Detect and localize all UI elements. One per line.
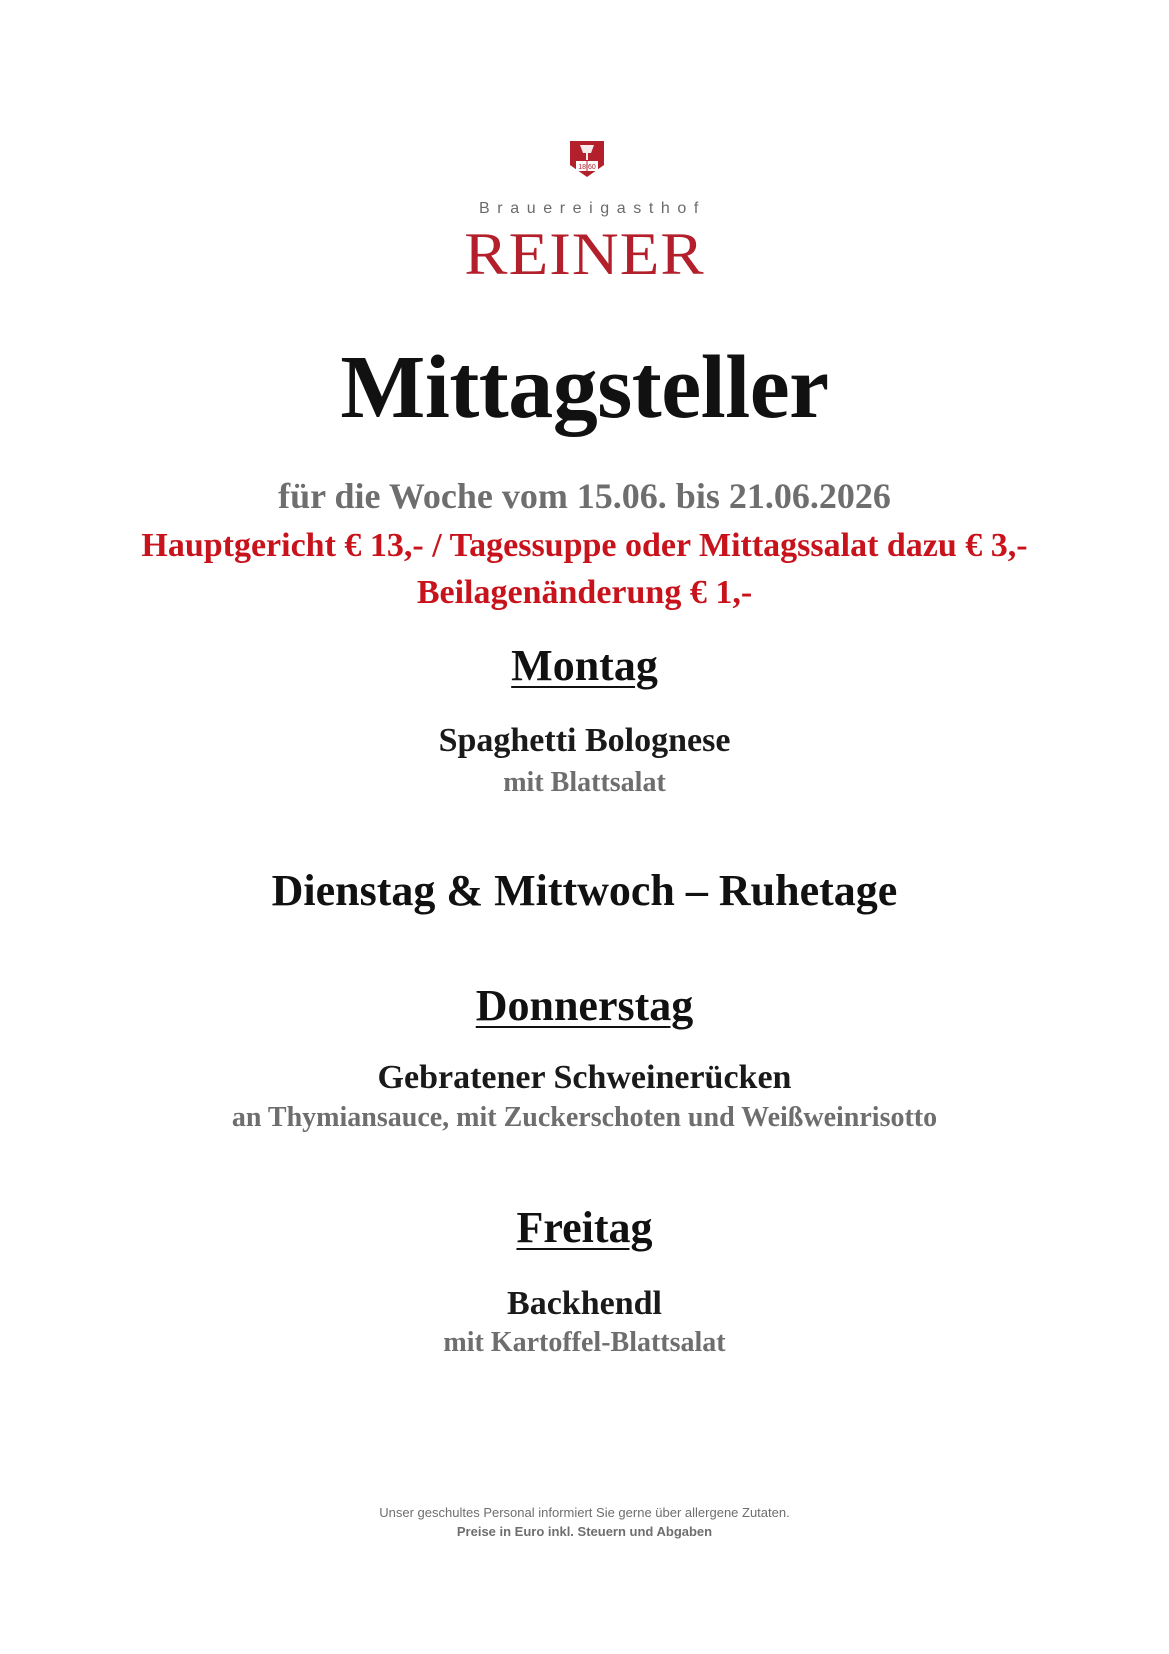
day-label: Donnerstag [475,981,694,1030]
week-range: für die Woche vom 15.06. bis 21.06.2026 [278,476,891,516]
price-note: Preise in Euro inkl. Steuern und Abgaben [456,1524,713,1539]
day-label: Freitag [516,1203,653,1252]
side-friday: mit Kartoffel-Blattsalat [443,1327,726,1358]
brewery-crest-icon [567,139,607,179]
dish-friday: Backhendl [507,1285,662,1322]
day-label: Montag [511,641,658,690]
dish-thursday: Gebratener Schweinerücken [377,1059,792,1096]
page-title: Mittagsteller [340,338,829,437]
side-monday: mit Blattsalat [503,767,666,798]
dish-monday: Spaghetti Bolognese [438,722,731,759]
day-heading-monday [0,641,1169,691]
allergen-note: Unser geschultes Personal informiert Sie gerne über allergene Zutaten. [379,1505,790,1520]
price-info-main: Hauptgericht € 13,- / Tagessuppe oder Mittagssalat dazu € 3,- [141,527,1028,564]
price-info-side-change: Beilagenänderung € 1,- [416,574,753,611]
day-heading-friday [0,1203,1169,1253]
day-heading-thursday [0,981,1169,1031]
brand-name: REINER [464,221,705,287]
brand-subtitle: Brauereigasthof [479,200,706,217]
crest-year: 18 60 [578,164,596,171]
closed-days-notice: Dienstag & Mittwoch – Ruhetage [271,866,898,915]
side-thursday: an Thymiansauce, mit Zuckerschoten und Weißweinrisotto [231,1102,938,1133]
